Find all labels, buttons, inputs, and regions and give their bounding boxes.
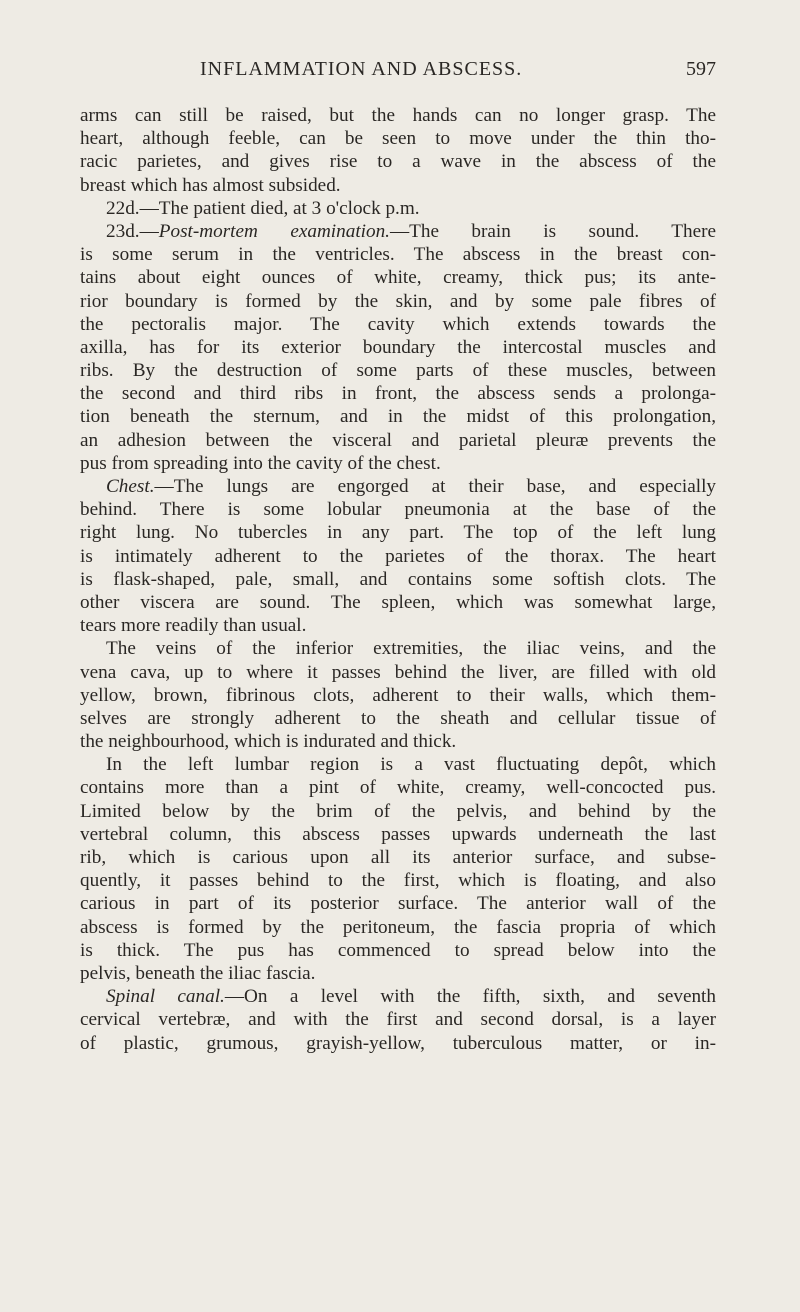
text-line [80,962,716,985]
text-line [80,475,716,498]
text-line [80,243,716,266]
text-line [80,1032,716,1055]
page-header [80,58,716,86]
italic-heading: Post-mortem examination. [158,220,390,242]
text-line [80,452,716,475]
line-text: ribs. By the destruction of some parts of these muscles, between [80,360,716,382]
line-text: of plastic, grumous, grayish-yellow, tuberculous matter, or in- [80,1032,716,1054]
line-text: tears more readily than usual. [80,615,307,637]
text-line [80,614,716,637]
body-text [80,104,716,1055]
line-text: selves are strongly adherent to the sheath and cellular tissue of [80,707,716,729]
line-text: right lung. No tubercles in any part. The top of the left lung [80,522,716,544]
line-text: rib, which is carious upon all its anterior surface, and subse- [80,847,716,868]
line-text: is thick. The pus has commenced to spread below into the [80,939,716,961]
line-text: pus from spreading into the cavity of the chest. [80,452,441,474]
line-text: contains more than a pint of white, creamy, well-concocted pus. [80,777,716,799]
text-line [80,916,716,939]
text-line [80,313,716,336]
text-line [80,1008,716,1031]
line-text: axilla, has for its exterior boundary the intercostal muscles and [80,336,716,358]
text-line [80,545,716,568]
line-text: arms can still be raised, but the hands can no longer grasp. The [80,105,716,126]
line-text: the pectoralis major. The cavity which extends towards the [80,313,716,335]
page-number: 597 [686,58,716,80]
text-line [80,985,716,1008]
text-line [80,892,716,915]
text-line [80,730,716,753]
line-text: tains about eight ounces of white, creamy, thick pus; its ante- [80,267,716,289]
line-text: cervical vertebræ, and with the first and second dorsal, is a layer [80,1009,716,1031]
text-line [80,939,716,962]
line-text: the second and third ribs in front, the abscess sends a prolonga- [80,383,716,405]
line-text: abscess is formed by the peritoneum, the fascia propria of which [80,916,716,938]
line-text: The veins of the inferior extremities, the iliac veins, and the [106,638,716,660]
line-text: 22d.—The patient died, at 3 o'clock p.m. [106,197,420,219]
line-text: rior boundary is formed by the skin, and by some pale fibres of [80,290,716,312]
text-line [80,405,716,428]
text-line [80,498,716,521]
text-line [80,127,716,150]
line-text: In the left lumbar region is a vast fluctuating depôt, which [106,754,716,776]
line-text: breast which has almost subsided. [80,174,341,196]
text-line [80,661,716,684]
line-text: is some serum in the ventricles. The abscess in the breast con- [80,244,716,266]
text-line [80,266,716,289]
text-line [80,290,716,313]
line-text: is intimately adherent to the parietes of the thorax. The heart [80,545,716,567]
text-line [80,591,716,614]
line-text: is flask-shaped, pale, small, and contains some softish clots. The [80,568,716,590]
line-text: quently, it passes behind to the first, which is floating, and also [80,870,716,892]
text-line [80,707,716,730]
line-text: —The brain is sound. There [389,220,716,242]
line-text: —On a level with the fifth, sixth, and seventh [224,986,716,1008]
text-line [80,359,716,382]
text-line [80,800,716,823]
line-text: heart, although feeble, can be seen to move under the thin tho- [80,128,716,150]
line-text: an adhesion between the visceral and parietal pleuræ prevents the [80,429,716,451]
italic-heading: Chest. [106,476,155,497]
text-line [80,869,716,892]
line-lead: 23d.— [106,220,159,242]
text-line [80,197,716,220]
text-line [80,429,716,452]
line-text: behind. There is some lobular pneumonia at the base of the [80,499,716,521]
line-text: the neighbourhood, which is indurated and thick. [80,731,457,753]
text-line [80,336,716,359]
text-line [80,174,716,197]
line-text: tion beneath the sternum, and in the midst of this prolongation, [80,406,716,428]
line-text: yellow, brown, fibrinous clots, adherent to their walls, which them- [80,684,716,706]
italic-heading: Spinal canal. [106,986,225,1008]
line-text: —The lungs are engorged at their base, and especially [154,476,716,497]
text-line [80,382,716,405]
text-line [80,753,716,776]
line-text: vertebral column, this abscess passes upwards underneath the last [80,823,716,845]
text-line [80,521,716,544]
text-line [80,568,716,591]
text-line [80,776,716,799]
line-text: vena cava, up to where it passes behind the liver, are filled with old [80,661,716,683]
running-title: INFLAMMATION AND ABSCESS. [200,58,523,80]
line-text: other viscera are sound. The spleen, which was somewhat large, [80,591,716,613]
text-line [80,104,716,127]
line-text: Limited below by the brim of the pelvis, and behind by the [80,800,716,822]
text-line [80,823,716,846]
line-text: racic parietes, and gives rise to a wave in the abscess of the [80,151,716,173]
text-line [80,637,716,660]
line-text: carious in part of its posterior surface. The anterior wall of the [80,893,716,915]
line-text: pelvis, beneath the iliac fascia. [80,962,316,984]
text-line [80,684,716,707]
text-line [80,150,716,173]
text-line [80,220,716,243]
text-line [80,846,716,869]
